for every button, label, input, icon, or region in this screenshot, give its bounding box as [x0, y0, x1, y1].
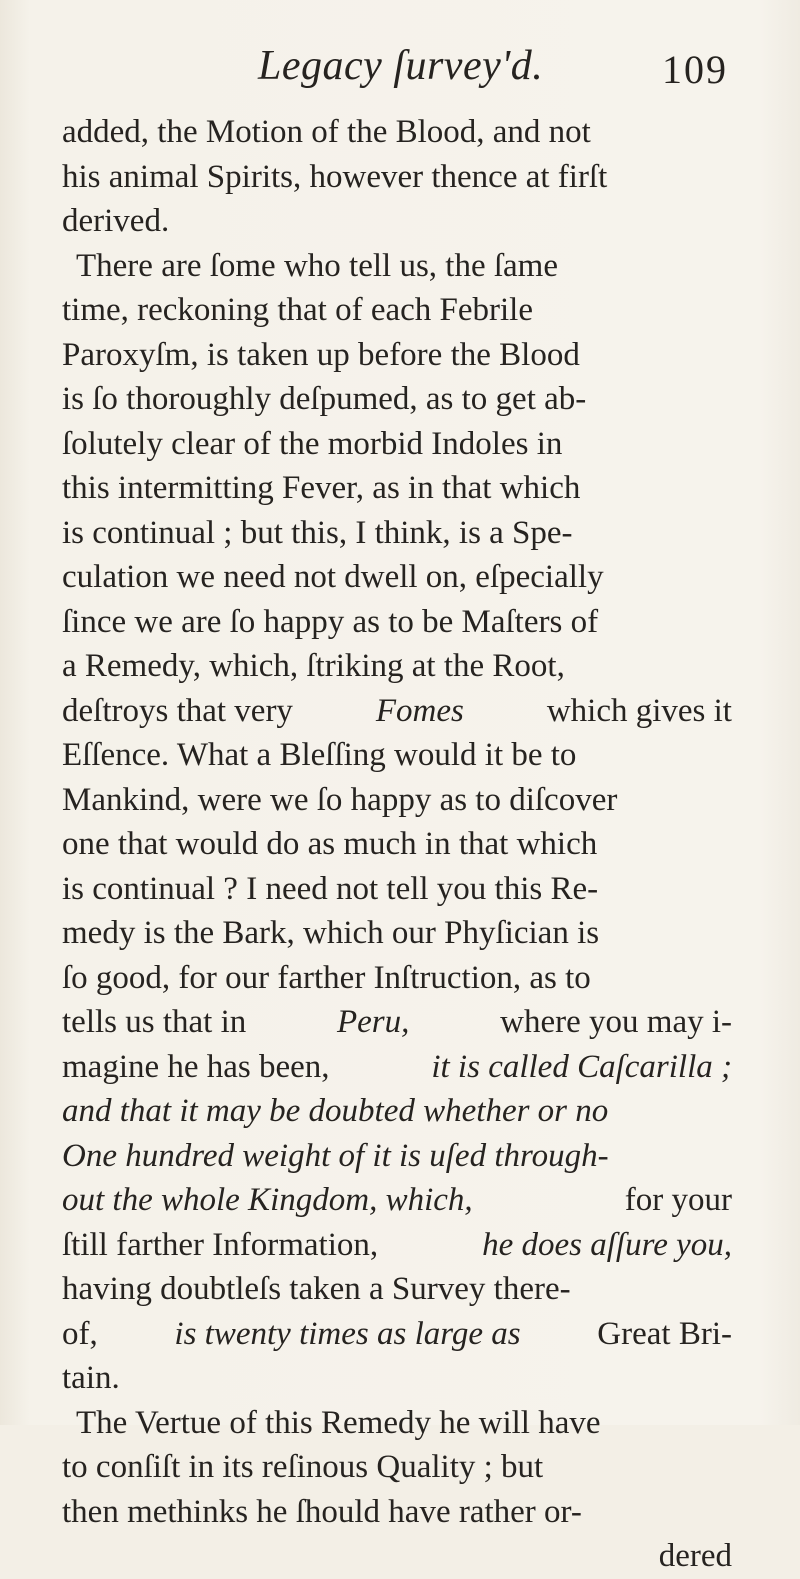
catchword: dered	[658, 1538, 732, 1574]
text-line: The Vertue of this Remedy he will have	[76, 1404, 601, 1441]
page-number: 109	[662, 47, 728, 92]
text-line: Eſſence. What a Bleſſing would it be to	[62, 737, 577, 773]
text-line: Paroxyſm, is taken up before the Blood	[62, 336, 580, 373]
text-line: ſince we are ſo happy as to be Maſters of	[62, 603, 599, 640]
running-title: Legacy ſurvey'd.	[258, 43, 544, 89]
text-line: one that would do as much in that which	[62, 826, 598, 862]
text-line: his animal Spirits, however thence at firſt	[62, 158, 608, 195]
text-line: ſtill farther Information, he does aſſure you,	[62, 1223, 732, 1268]
text-line: Mankind, were we ſo happy as to diſcover	[62, 781, 618, 818]
text-line: tells us that in Peru, where you may i-	[62, 1000, 732, 1045]
text-line: magine he has been, it is called Caſcarilla ;	[62, 1045, 732, 1090]
text-line: is continual ? I need not tell you this Re-	[62, 870, 599, 907]
italic-phrase: it is called Caſcarilla ;	[431, 1048, 732, 1085]
text-line: is continual ; but this, I think, is a Spe-	[62, 514, 573, 551]
text-line: ſo good, for our farther Inſtruction, as to	[62, 959, 591, 996]
text-line: medy is the Bark, which our Phyſician is	[62, 915, 600, 951]
text-line: One hundred weight of it is uſed through-	[62, 1137, 609, 1174]
text-line: to conſiſt in its reſinous Quality ; but	[62, 1449, 544, 1485]
text-line: time, reckoning that of each Febrile	[62, 292, 533, 328]
text-line: There are ſome who tell us, the ſame	[76, 247, 558, 284]
text-line: of, is twenty times as large as Great Bri-	[62, 1312, 732, 1357]
italic-word: Peru,	[337, 1004, 410, 1040]
text-line: culation we need not dwell on, eſpecially	[62, 559, 604, 595]
text-line: derived.	[62, 203, 170, 239]
text-line: is ſo thoroughly deſpumed, as to get ab-	[62, 381, 587, 417]
italic-word: Fomes	[375, 692, 464, 729]
text-line: then methinks he ſhould have rather or-	[62, 1493, 582, 1530]
text-line: out the whole Kingdom, which, for your	[62, 1178, 732, 1223]
text-line: this intermitting Fever, as in that which	[62, 470, 581, 506]
text-line: and that it may be doubted whether or no	[62, 1093, 609, 1129]
page-header	[258, 42, 728, 98]
text-line: having doubtleſs taken a Survey there-	[62, 1271, 571, 1307]
body-text	[62, 110, 732, 1579]
text-line: deſtroys that very Fomes which gives it	[62, 689, 732, 734]
text-line: added, the Motion of the Blood, and not	[62, 114, 591, 150]
text-line: a Remedy, which, ſtriking at the Root,	[62, 648, 565, 684]
text-line: ſolutely clear of the morbid Indoles in	[62, 425, 563, 462]
italic-phrase: he does aſſure you,	[482, 1226, 732, 1263]
text-line: tain.	[62, 1360, 120, 1396]
italic-phrase: out the whole Kingdom, which,	[62, 1182, 473, 1218]
italic-phrase: is twenty times as large as	[174, 1315, 521, 1352]
